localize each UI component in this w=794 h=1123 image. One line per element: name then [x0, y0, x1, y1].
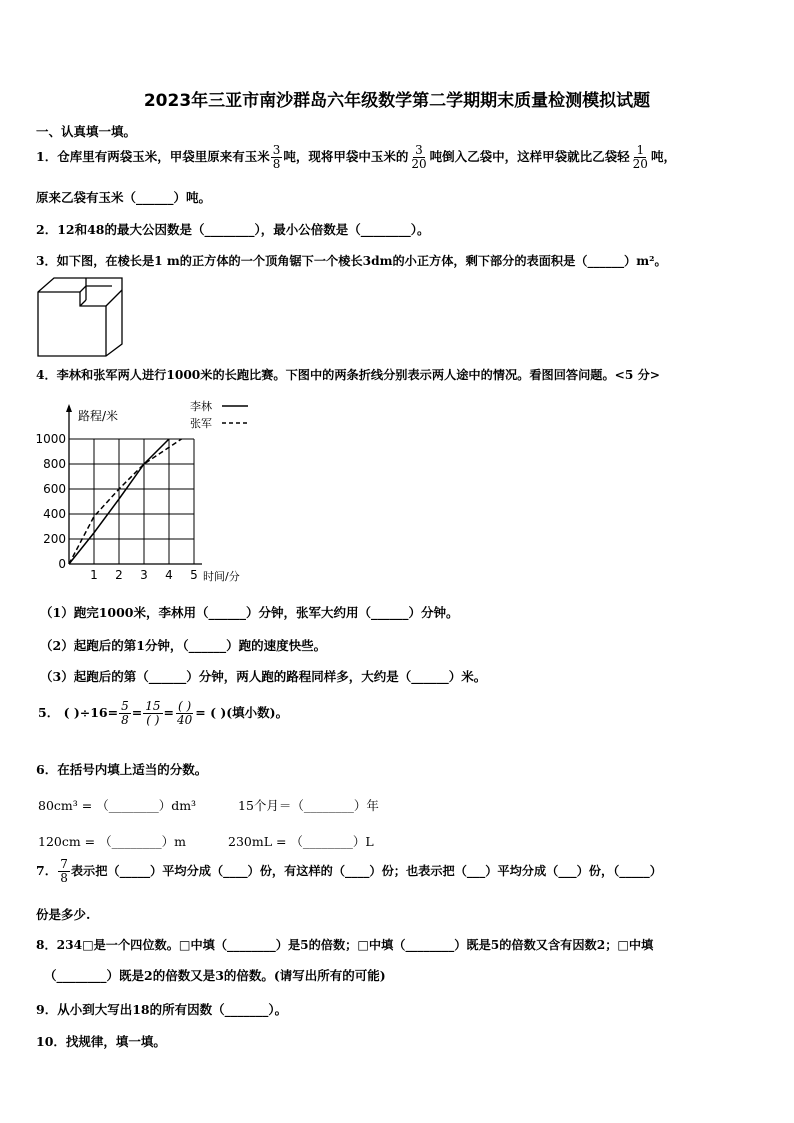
q1-text-d: 吨，: [650, 149, 676, 165]
y-tick-label: 400: [43, 507, 66, 521]
y-tick-label: 600: [43, 482, 66, 496]
y-tick-label: 0: [58, 557, 66, 571]
q5-fraction-3: $\frac{( )}{40}$: [176, 699, 193, 728]
question-1-line2: 原来乙袋有玉米（______）吨。: [36, 190, 212, 205]
q5-label: 5．: [38, 705, 60, 721]
section-heading: 一、认真填一填。: [36, 124, 137, 139]
question-8-line2: （________）既是2的倍数又是3的倍数。(请写出所有的可能): [44, 968, 386, 983]
question-6-d: 230mL = （________）L: [228, 834, 374, 849]
question-4-sub3: （3）起跑后的第（______）分钟，两人跑的路程同样多，大约是（______）米。: [40, 669, 487, 684]
cube-figure: [34, 276, 126, 358]
y-axis-title: 路程/米: [78, 409, 119, 423]
question-4-sub1: （1）跑完1000米，李林用（______）分钟，张军大约用（______）分钟。: [40, 605, 459, 620]
question-6-a: 80cm³ = （________）dm³: [38, 798, 197, 813]
q1-fraction-1: $\frac{3}{8}$: [272, 143, 281, 172]
distance-time-chart: [30, 394, 260, 590]
y-axis-arrow: [66, 404, 72, 412]
legend-label: 李林: [190, 400, 212, 413]
y-tick-label: 200: [43, 532, 66, 546]
x-tick-label: 2: [115, 568, 123, 582]
question-7-line2: 份是多少.: [36, 907, 91, 922]
question-8-line1: 8．234□是一个四位数。□中填（________）是5的倍数；□中填（________）既是5的倍数又含有因数2；□中填: [36, 938, 654, 952]
q1-fraction-2: $\frac{3}{20}$: [411, 143, 427, 172]
question-9: 9．从小到大写出18的所有因数（_______）。: [36, 1002, 288, 1017]
q1-text-a: 1．仓库里有两袋玉米，甲袋里原来有玉米: [36, 149, 270, 165]
question-2: 2．12和48的最大公因数是（________），最小公倍数是（________）。: [36, 222, 430, 237]
question-1: [36, 144, 676, 171]
q7-label: 7．: [36, 863, 58, 879]
question-6-b: 15个月＝（________）年: [238, 798, 379, 813]
question-4: 4．李林和张军两人进行1000米的长跑比赛。下图中的两条折线分别表示两人途中的情况。看图回答问题。<5 分>: [36, 368, 660, 382]
y-tick-label: 1000: [35, 432, 66, 446]
q5-fraction-1: $\frac{5}{8}$: [121, 699, 129, 728]
legend-label: 张军: [190, 417, 212, 430]
q7-text: 表示把（_____）平均分成（____）份，有这样的（____）份；也表示把（___）平均分成（___）份，（_____）: [70, 864, 662, 879]
question-3: 3．如下图，在棱长是1 m的正方体的一个顶角锯下一个棱长3dm的小正方体，剩下部分的表面积是（______）m²。: [36, 254, 667, 268]
series-line-zhangjun: [69, 439, 182, 564]
question-4-sub2: （2）起跑后的第1分钟，（______）跑的速度快些。: [40, 638, 327, 653]
x-tick-label: 5: [190, 568, 198, 582]
question-7: [36, 858, 662, 885]
q1-text-c: 吨倒入乙袋中，这样甲袋就比乙袋轻: [429, 149, 630, 165]
y-tick-label: 800: [43, 457, 66, 471]
question-10: 10．找规律，填一填。: [36, 1034, 166, 1049]
x-axis-title: 时间/分: [203, 570, 240, 583]
x-tick-label: 4: [165, 568, 173, 582]
question-6-c: 120cm = （________）m: [38, 834, 186, 849]
q1-fraction-3: $\frac{1}{20}$: [632, 143, 648, 172]
q5-eq-2: =: [163, 705, 174, 721]
question-5: [38, 700, 288, 727]
q1-text-b: 吨，现将甲袋中玉米的: [283, 149, 409, 165]
q5-expr: ( )÷16=: [63, 705, 119, 721]
x-tick-label: 1: [90, 568, 98, 582]
q5-tail: = ( )(填小数)。: [195, 705, 289, 721]
q7-fraction: $\frac{7}{8}$: [60, 857, 68, 886]
q5-eq-1: =: [131, 705, 143, 721]
x-tick-label: 3: [140, 568, 148, 582]
question-6: 6．在括号内填上适当的分数。: [36, 762, 208, 777]
q5-fraction-2: $\frac{15}{( )}$: [145, 699, 161, 728]
page-title: 2023年三亚市南沙群岛六年级数学第二学期期末质量检测模拟试题: [143, 91, 651, 111]
